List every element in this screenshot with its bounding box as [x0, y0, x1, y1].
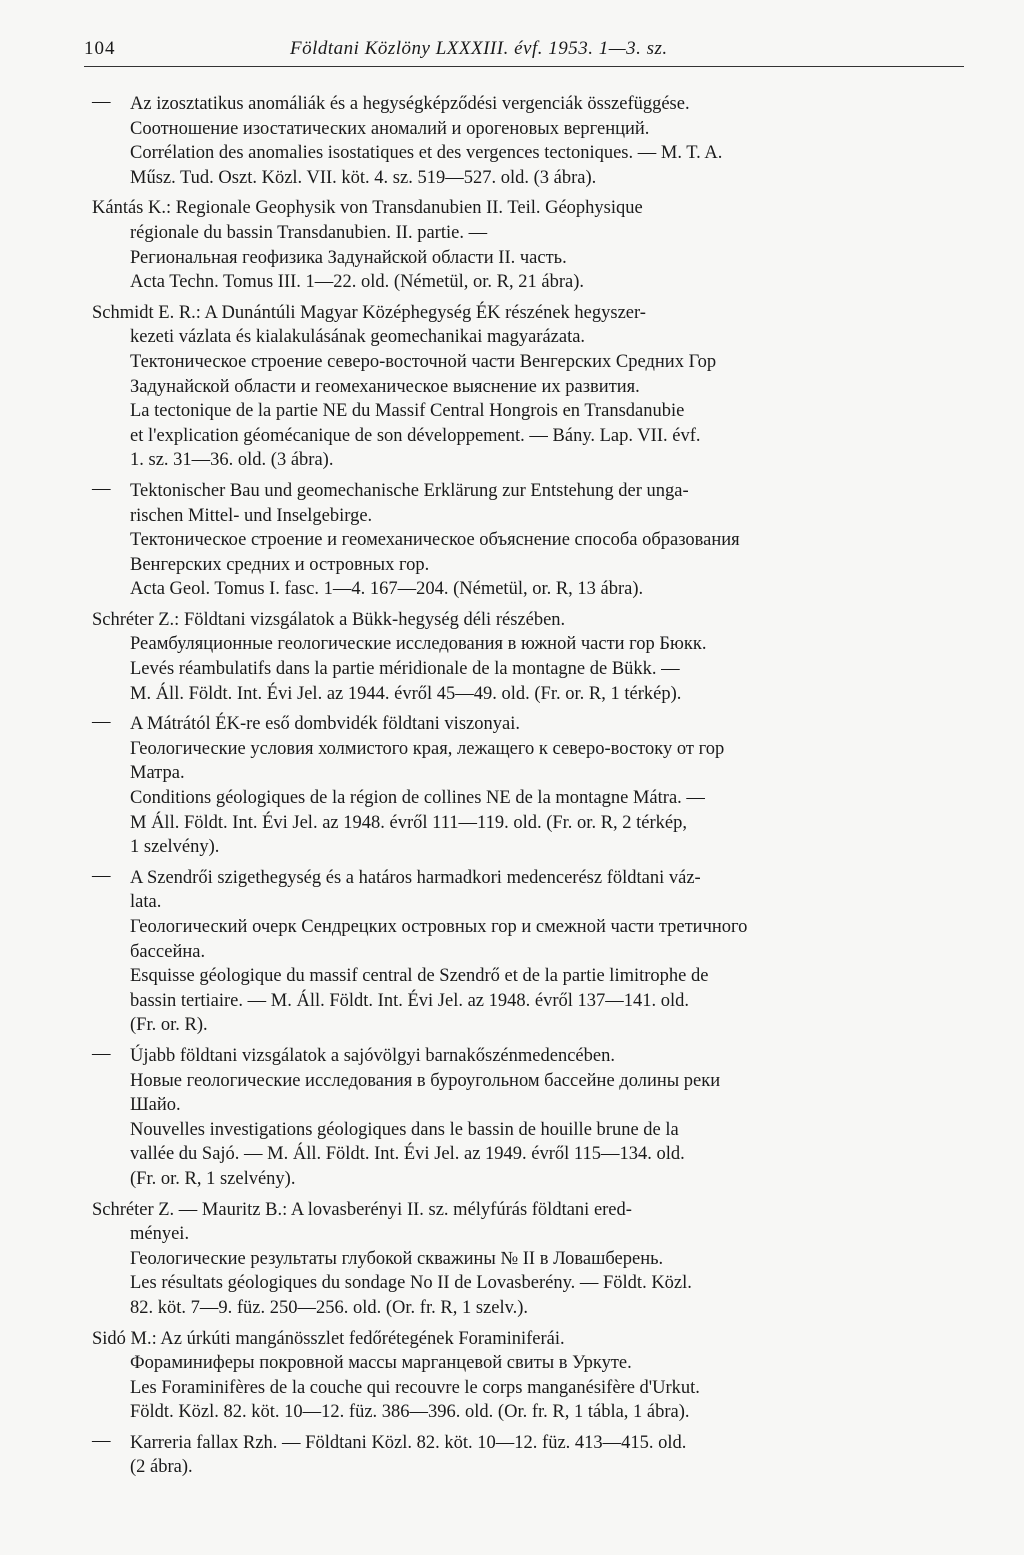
entry-line: Esquisse géologique du massif central de Szendrő et de la partie limitrophe de [130, 966, 709, 987]
running-title: Földtani Közlöny LXXXIII. évf. 1953. 1—3. sz. [290, 38, 668, 59]
entry-line: (Fr. or. R, 1 szelvény). [130, 1168, 296, 1189]
bibliography-entry [92, 1327, 972, 1425]
entry-line: Новые геологические исследования в буроугольном бассейне долины реки [130, 1070, 721, 1091]
entry-line: Соотношение изостатических аномалий и орогеновых вергенций. [130, 118, 650, 139]
entry-line: Венгерских средних и островных гор. [130, 554, 430, 575]
entry-line: A Szendrői szigethegység és a határos harmadkori medencerész földtani váz- [130, 867, 701, 888]
entry-line: Tektonischer Bau und geomechanische Erklärung zur Entstehung der unga- [130, 480, 689, 501]
bibliography-entry [92, 301, 972, 473]
entry-line: Тектоническое строение и геомеханическое объяснение способа образования [130, 530, 740, 551]
entry-line: Фораминиферы покровной массы марганцевой свиты в Уркуте. [130, 1353, 632, 1374]
bibliography-entry [92, 1198, 972, 1321]
entry-line: Az izosztatikus anomáliák és a hegységképződési vergenciák összefüggése. [130, 94, 690, 114]
entry-line: Újabb földtani vizsgálatok a sajóvölgyi barnakőszénmedencében. [130, 1045, 615, 1066]
entry-line: Матра. [130, 763, 185, 784]
entry-line: Földt. Közl. 82. köt. 10—12. füz. 386—396. old. (Or. fr. R, 1 tábla, 1 ábra). [130, 1402, 690, 1423]
entry-line: Nouvelles investigations géologiques dans le bassin de houille brune de la [130, 1119, 679, 1140]
entry-dash: — [92, 478, 111, 499]
entry-line: Schréter Z.: Földtani vizsgálatok a Bükk-hegység déli részében. [92, 609, 566, 630]
entry-line: A Mátrától ÉK-re eső dombvidék földtani viszonyai. [130, 714, 520, 735]
entry-line: rischen Mittel- und Inselgebirge. [130, 505, 373, 526]
entry-line: Тектоническое строение северо-восточной части Венгерских Средних Гор [130, 351, 717, 372]
entry-line: Karreria fallax Rzh. — Földtani Közl. 82. köt. 10—12. füz. 413—415. old. [130, 1432, 687, 1453]
bibliography-entry [92, 1431, 972, 1480]
entry-line: Геологические условия холмистого края, лежащего к северо-востоку от гор [130, 738, 725, 759]
bibliography-entry [92, 1044, 972, 1192]
entry-line: bassin tertiaire. — M. Áll. Földt. Int. Évi Jel. az 1948. évről 137—141. old. [130, 990, 690, 1011]
entry-dash: — [92, 92, 111, 112]
entry-line: Реамбуляционные геологические исследования в южной части гор Бюкк. [130, 634, 707, 655]
entry-line: Региональная геофизика Задунайской области II. часть. [130, 247, 567, 268]
entry-line: Геологический очерк Сендрецких островных гор и смежной части третичного [130, 917, 748, 937]
entry-line: et l'explication géomécanique de son développement. — Bány. Lap. VII. évf. [130, 425, 701, 446]
entry-line: Acta Geol. Tomus I. fasc. 1—4. 167—204. (Németül, or. R, 13 ábra). [130, 579, 644, 600]
entry-line: Les Foraminifères de la couche qui recouvre le corps manganésifère d'Urkut. [130, 1377, 700, 1398]
entry-line: régionale du bassin Transdanubien. II. partie. — [130, 222, 488, 243]
bibliography-entry [92, 479, 972, 602]
entry-line: Schmidt E. R.: A Dunántúli Magyar Középhegység ÉK részének hegyszer- [92, 302, 646, 323]
entry-line: 82. köt. 7—9. füz. 250—256. old. (Or. fr. R, 1 szelv.). [130, 1297, 529, 1318]
entry-dash: — [92, 865, 111, 886]
entry-line: Acta Techn. Tomus III. 1—22. old. (Németül, or. R, 21 ábra). [130, 272, 584, 293]
entry-gap [92, 1480, 972, 1486]
entry-line: бассейна. [130, 941, 206, 962]
bibliography-entry [92, 92, 972, 190]
entry-line: Schréter Z. — Mauritz B.: A lovasberényi II. sz. mélyfúrás földtani ered- [92, 1199, 632, 1220]
entry-line: 1. sz. 31—36. old. (3 ábra). [130, 450, 334, 471]
page-number: 104 [84, 38, 116, 59]
entry-line: Műsz. Tud. Oszt. Közl. VII. köt. 4. sz. 519—527. old. (3 ábra). [130, 167, 597, 188]
entry-dash: — [92, 1430, 111, 1451]
entry-line: Corrélation des anomalies isostatiques et des vergences tectoniques. — M. T. A. [130, 143, 723, 164]
entry-line: 1 szelvény). [130, 837, 220, 858]
entry-line: Les résultats géologiques du sondage No II de Lovasberény. — Földt. Közl. [130, 1273, 692, 1294]
entry-line: Kántás K.: Regionale Geophysik von Transdanubien II. Teil. Géophysique [92, 198, 643, 219]
bibliography-entry [92, 196, 972, 294]
entry-line: (2 ábra). [130, 1457, 193, 1478]
entry-line: Шайо. [130, 1095, 181, 1116]
entry-dash: — [92, 712, 111, 733]
entry-line: kezeti vázlata és kialakulásának geomechanikai magyarázata. [130, 327, 586, 348]
entry-line: La tectonique de la partie NE du Massif Central Hongrois en Transdanubie [130, 401, 685, 422]
entry-line: Sidó M.: Az úrkúti mangánösszlet fedőrétegének Foraminiferái. [92, 1328, 565, 1349]
header-rule [84, 66, 964, 67]
page-header [84, 38, 964, 68]
entry-line: (Fr. or. R). [130, 1015, 208, 1036]
bibliography-entry [92, 712, 972, 860]
entry-line: vallée du Sajó. — M. Áll. Földt. Int. Évi Jel. az 1949. évről 115—134. old. [130, 1144, 685, 1165]
bibliography-list [92, 92, 972, 1486]
bibliography-entry [92, 608, 972, 706]
entry-line: M. Áll. Földt. Int. Évi Jel. az 1944. évről 45—49. old. (Fr. or. R, 1 térkép). [130, 683, 682, 704]
entry-dash: — [92, 1043, 111, 1064]
entry-line: Conditions géologiques de la région de collines NE de la montagne Mátra. — [130, 788, 705, 809]
entry-line: lata. [130, 892, 162, 913]
entry-line: Levés réambulatifs dans la partie méridionale de la montagne de Bükk. — [130, 659, 680, 680]
entry-line: ményei. [130, 1224, 190, 1245]
entry-line: Геологические результаты глубокой скважины № II в Ловашберень. [130, 1248, 664, 1269]
entry-line: Задунайской области и геомеханическое выяснение их развития. [130, 376, 640, 397]
entry-line: M Áll. Földt. Int. Évi Jel. az 1948. évről 111—119. old. (Fr. or. R, 2 térkép, [130, 812, 688, 833]
bibliography-entry [92, 866, 972, 1038]
